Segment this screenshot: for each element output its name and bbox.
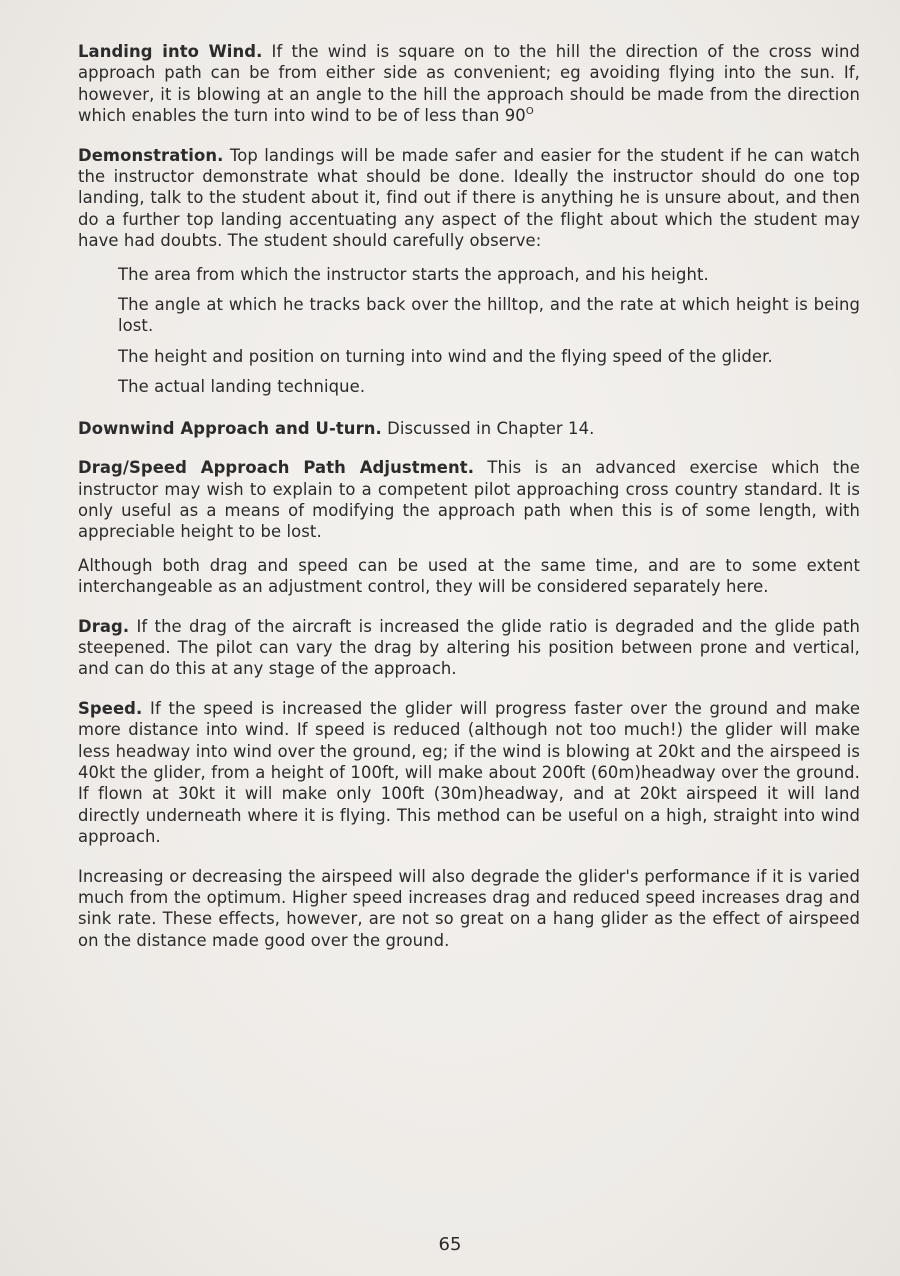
text-downwind-approach: Discussed in Chapter 14. xyxy=(387,418,595,438)
paragraph-drag-speed-adjustment xyxy=(78,457,860,543)
text-drag: If the drag of the aircraft is increased the glide ratio is degraded and the glide path steepened. The pilot can vary the drag by altering his position between prone and vertical, and can do this at any stage of the approach. xyxy=(78,616,861,679)
observe-item: The area from which the instructor starts the approach, and his height. xyxy=(118,264,709,284)
page-number: 65 xyxy=(438,1234,462,1255)
observe-item: The actual landing technique. xyxy=(118,377,366,397)
text-speed: If the speed is increased the glider will progress faster over the ground and make more distance into wind. If speed is reduced (although not too much!) the glider will make less headway into wind over the ground, eg; if the wind is blowing at 20kt and the airspeed is 40kt the glider, from a height of 100ft, will make about 200ft (60m)headway over the ground. If flown at 30kt it will make only 100ft (30m)headway, and at 20kt airspeed it will land directly underneath where it is flying. This method can be useful on a high, straight into wind approach. xyxy=(78,698,861,847)
heading-downwind-approach: Downwind Approach and U-turn. xyxy=(78,418,382,438)
paragraph-landing-into-wind xyxy=(78,41,860,127)
paragraph-drag-speed-note: Although both drag and speed can be used at the same time, and are to some extent interchangeable as an adjustment control, they will be considered separately here. xyxy=(78,555,860,597)
heading-demonstration: Demonstration. xyxy=(78,145,224,165)
heading-speed: Speed. xyxy=(78,698,143,718)
heading-drag: Drag. xyxy=(78,616,130,636)
text-demonstration: Top landings will be made safer and easier for the student if he can watch the instructor demonstrate what should be done. Ideally the instructor should do one top landing, talk to the student about it, find out if there is anything he is unsure about, and then do a further top landing accentuating any aspect of the flight about which the student may have had doubts. The student should carefully observe: xyxy=(78,145,860,251)
heading-landing-into-wind: Landing into Wind. xyxy=(78,42,263,61)
paragraph-speed xyxy=(78,698,860,848)
page-body xyxy=(78,41,860,951)
text-drag-speed-adjustment: This is an advanced exercise which the instructor may wish to explain to a competent pilot approaching cross country standard. It is only useful as a means of modifying the approach path when this is of some length, with appreciable height to be lost. xyxy=(78,458,860,542)
paragraph-drag xyxy=(78,616,860,680)
observe-item: The angle at which he tracks back over the hilltop, and the rate at which height is being lost. xyxy=(118,295,860,336)
text-landing-into-wind: If the wind is square on to the hill the direction of the cross wind approach path can be from either side as convenient; eg avoiding flying into the sun. If, however, it is blowing at an angle to the hill the approach should be made from the direction which enables the turn into wind to be of less than 90 xyxy=(78,42,861,126)
degree-superscript: O xyxy=(525,106,534,118)
observe-item: The height and position on turning into wind and the flying speed of the glider. xyxy=(118,346,773,366)
heading-drag-speed-adjustment: Drag/Speed Approach Path Adjustment. xyxy=(78,458,475,478)
paragraph-airspeed-performance: Increasing or decreasing the airspeed will also degrade the glider's performance if it is varied much from the optimum. Higher speed increases drag and reduced speed increases drag and sink rate. These effects, however, are not so great on a hang glider as the effect of airspeed on the distance made good over the ground. xyxy=(78,866,860,950)
paragraph-demonstration xyxy=(78,145,860,252)
paragraph-downwind-approach xyxy=(78,418,860,439)
